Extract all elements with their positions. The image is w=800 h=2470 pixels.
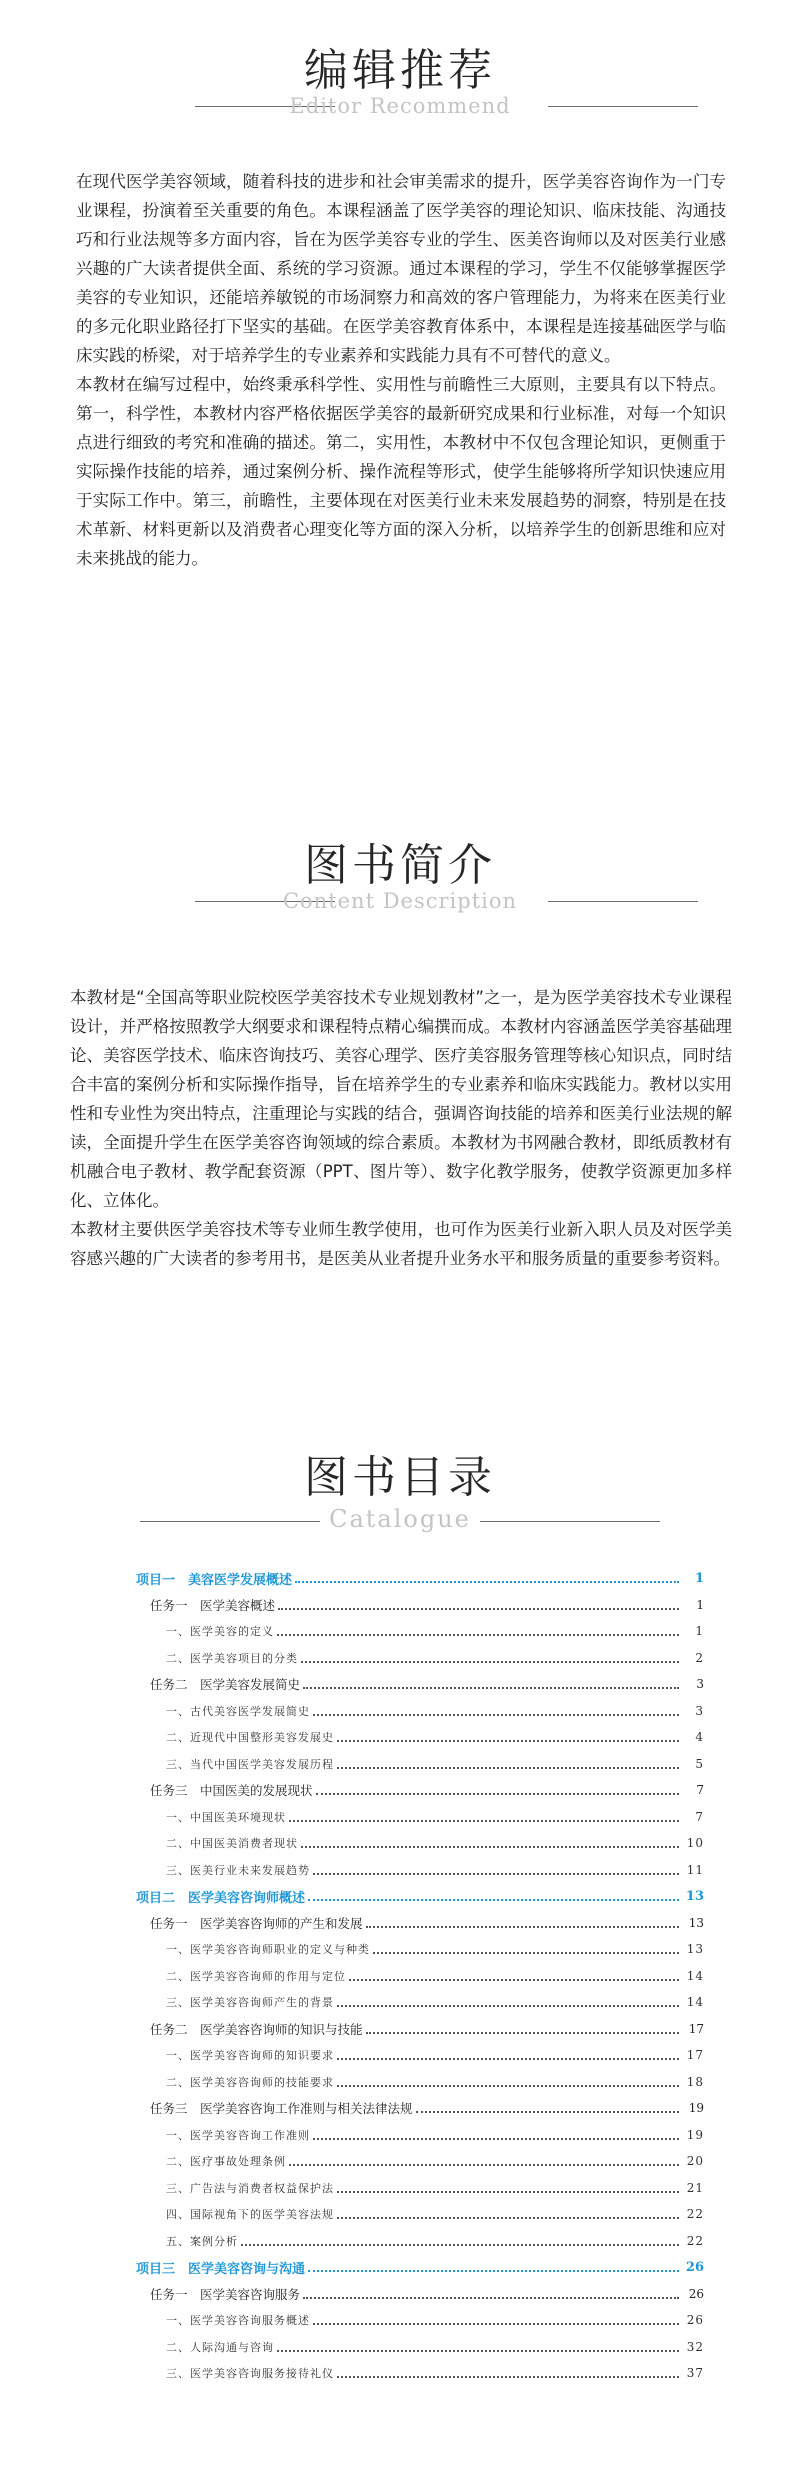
toc-section-row[interactable] [136,2122,704,2149]
toc-dot-leader [289,1820,679,1822]
toc-section-row[interactable] [136,1963,704,1990]
toc-dot-leader [316,1793,679,1795]
toc-page-number: 20 [686,2154,704,2169]
toc-task-row[interactable] [136,1777,704,1804]
catalogue-section-header [0,1450,800,1540]
content-title: 图书简介 [304,840,496,891]
toc-entry-label: 一、医学美容咨询师职业的定义与种类 [166,1943,370,1957]
toc-entry-label: 任务二 医学美容发展简史 [150,1677,301,1693]
toc-dot-leader [337,2058,679,2060]
toc-entry-label: 三、广告法与消费者权益保护法 [166,2181,334,2195]
editor-paragraph-2: 本教材在编写过程中，始终秉承科学性、实用性与前瞻性三大原则，主要具有以下特点。第一，科学性，本教材内容严格依据医学美容的最新研究成果和行业标准，对每一个知识点进行细致的考究和准确的描述。第二，实用性，本教材中不仅包含理论知识，更侧重于实际操作技能的培养，通过案例分析、操作流程等形式，使学生能够将所学知识快速应用于实际工作中。第三，前瞻性，主要体现在对医美行业未来发展趋势的洞察，特别是在技术革新、材料更新以及消费者心理变化等方面的深入分析，以培养学生的创新思维和应对未来挑战的能力。 [76,375,726,568]
toc-dot-leader [337,1740,679,1742]
toc-dot-leader [301,1661,679,1663]
toc-section-row[interactable] [136,2334,704,2361]
toc-project-row[interactable] [136,1565,704,1592]
toc-page-number: 26 [688,2286,704,2301]
toc-page-number: 26 [686,2313,704,2328]
toc-entry-label: 四、国际视角下的医学美容法规 [166,2208,334,2222]
toc-section-row[interactable] [136,2042,704,2069]
toc-page-number: 3 [696,1677,704,1692]
toc-page-number: 1 [694,1570,704,1586]
editor-title: 编辑推荐 [304,45,496,96]
toc-entry-label: 任务一 医学美容概述 [150,1597,276,1613]
toc-entry-label: 一、医学美容咨询服务概述 [166,2314,310,2328]
content-paragraph-2: 本教材主要供医学美容技术等专业师生教学使用，也可作为医美行业新入职人员及对医学美容感兴趣的广大读者的参考用书，是医美从业者提升业务水平和服务质量的重要参考资料。 [70,1220,732,1268]
toc-task-row[interactable] [136,1671,704,1698]
toc-dot-leader [337,2005,679,2007]
content-subtitle: Content Description [282,889,518,913]
toc-dot-leader [313,1873,679,1875]
toc-page-number: 11 [686,1862,704,1877]
catalogue-title: 图书目录 [304,1452,496,1503]
toc-entry-label: 项目三 医学美容咨询与沟通 [136,2261,306,2277]
toc-entry-label: 一、中国医美环境现状 [166,1810,286,1824]
toc-entry-label: 三、医学美容咨询师产生的背景 [166,1996,334,2010]
toc-section-row[interactable] [136,2307,704,2334]
toc-dot-leader [373,1952,679,1954]
toc-page-number: 14 [686,1968,704,1983]
toc-section-row[interactable] [136,1724,704,1751]
toc-page-number: 17 [688,2021,704,2036]
content-text [70,983,732,1273]
toc-entry-label: 三、当代中国医学美容发展历程 [166,1757,334,1771]
toc-page-number: 17 [686,2048,704,2063]
toc-section-row[interactable] [136,2175,704,2202]
content-section-header [0,838,800,928]
toc-dot-leader [349,1979,679,1981]
toc-page-number: 22 [686,2233,704,2248]
toc-section-row[interactable] [136,2148,704,2175]
toc-page-number: 13 [688,1915,704,1930]
toc-page-number: 19 [688,2101,704,2116]
toc-page-number: 7 [696,1783,704,1798]
toc-page-number: 19 [686,2127,704,2142]
toc-dot-leader [301,1846,679,1848]
toc-dot-leader [289,2164,679,2166]
toc-dot-leader [308,2270,679,2272]
toc-entry-label: 二、医学美容咨询师的作用与定位 [166,1969,346,1983]
toc-project-row[interactable] [136,1883,704,1910]
toc-section-row[interactable] [136,1830,704,1857]
toc-dot-leader [277,2350,679,2352]
toc-entry-label: 一、古代美容医学发展简史 [166,1704,310,1718]
toc-entry-label: 任务一 医学美容咨询服务 [150,2286,301,2302]
toc-task-row[interactable] [136,1592,704,1619]
toc-entry-label: 任务一 医学美容咨询师的产生和发展 [150,1915,363,1931]
toc-dot-leader [366,1926,679,1928]
toc-entry-label: 一、医学美容的定义 [166,1625,274,1639]
table-of-contents [136,1565,704,2387]
editor-text [76,167,726,573]
toc-page-number: 1 [696,1597,704,1612]
toc-dot-leader [337,2376,679,2378]
editor-subtitle: Editor Recommend [289,94,511,118]
toc-section-row[interactable] [136,1936,704,1963]
catalogue-subtitle: Catalogue [329,1505,471,1533]
toc-page-number: 10 [686,1836,704,1851]
toc-section-row[interactable] [136,2360,704,2387]
toc-page-number: 3 [695,1703,704,1718]
toc-project-row[interactable] [136,2254,704,2281]
toc-entry-label: 任务三 中国医美的发展现状 [150,1783,313,1799]
toc-page-number: 32 [686,2339,704,2354]
toc-entry-label: 一、医学美容咨询工作准则 [166,2128,310,2142]
toc-task-row[interactable] [136,1910,704,1937]
toc-dot-leader [337,2191,679,2193]
toc-section-row[interactable] [136,2069,704,2096]
toc-page-number: 37 [686,2366,704,2381]
toc-page-number: 2 [695,1650,704,1665]
toc-section-row[interactable] [136,2201,704,2228]
toc-section-row[interactable] [136,1751,704,1778]
toc-page-number: 13 [686,1942,704,1957]
editor-section-header [0,43,800,133]
toc-dot-leader [337,2085,679,2087]
toc-task-row[interactable] [136,2016,704,2043]
toc-page-number: 22 [686,2207,704,2222]
toc-dot-leader [303,2297,679,2299]
toc-page-number: 26 [685,2259,704,2275]
toc-page-number: 13 [685,1888,704,1904]
toc-dot-leader [278,1608,679,1610]
toc-section-row[interactable] [136,1804,704,1831]
toc-section-row[interactable] [136,1698,704,1725]
toc-entry-label: 二、中国医美消费者现状 [166,1837,298,1851]
toc-dot-leader [313,2138,679,2140]
toc-entry-label: 任务二 医学美容咨询师的知识与技能 [150,2021,363,2037]
toc-entry-label: 一、医学美容咨询师的知识要求 [166,2049,334,2063]
toc-entry-label: 项目一 美容医学发展概述 [136,1572,293,1588]
toc-task-row[interactable] [136,2095,704,2122]
toc-entry-label: 三、医学美容咨询服务接待礼仪 [166,2367,334,2381]
toc-section-row[interactable] [136,2228,704,2255]
toc-entry-label: 二、人际沟通与咨询 [166,2340,274,2354]
toc-task-row[interactable] [136,2281,704,2308]
toc-section-row[interactable] [136,1645,704,1672]
toc-entry-label: 二、医疗事故处理条例 [166,2155,286,2169]
toc-entry-label: 二、医学美容咨询师的技能要求 [166,2075,334,2089]
toc-dot-leader [295,1581,679,1583]
toc-dot-leader [303,1687,679,1689]
toc-page-number: 7 [695,1809,704,1824]
toc-dot-leader [277,1634,679,1636]
toc-entry-label: 三、医美行业未来发展趋势 [166,1863,310,1877]
toc-page-number: 18 [686,2074,704,2089]
toc-entry-label: 五、案例分析 [166,2234,238,2248]
toc-section-row[interactable] [136,1618,704,1645]
toc-entry-label: 任务三 医学美容咨询工作准则与相关法律法规 [150,2101,413,2117]
toc-section-row[interactable] [136,1857,704,1884]
toc-entry-label: 二、医学美容项目的分类 [166,1651,298,1665]
toc-page-number: 21 [686,2180,704,2195]
editor-paragraph-1: 在现代医学美容领域，随着科技的进步和社会审美需求的提升，医学美容咨询作为一门专业课程，扮演着至关重要的角色。本课程涵盖了医学美容的理论知识、临床技能、沟通技巧和行业法规等多方面内容，旨在为医学美容专业的学生、医美咨询师以及对医美行业感兴趣的广大读者提供全面、系统的学习资源。通过本课程的学习，学生不仅能够掌握医学美容的专业知识，还能培养敏锐的市场洞察力和高效的客户管理能力，为将来在医美行业的多元化职业路径打下坚实的基础。在医学美容教育体系中，本课程是连接基础医学与临床实践的桥梁，对于培养学生的专业素养和实践能力具有不可替代的意义。 [76,172,726,365]
toc-dot-leader [337,2217,679,2219]
toc-dot-leader [337,1767,679,1769]
toc-dot-leader [308,1899,679,1901]
toc-page-number: 5 [695,1756,704,1771]
toc-dot-leader [241,2244,679,2246]
toc-entry-label: 项目二 医学美容咨询师概述 [136,1890,306,1906]
toc-section-row[interactable] [136,1989,704,2016]
toc-entry-label: 二、近现代中国整形美容发展史 [166,1731,334,1745]
toc-page-number: 4 [695,1730,704,1745]
toc-dot-leader [313,1714,679,1716]
toc-dot-leader [416,2111,679,2113]
toc-page-number: 14 [686,1995,704,2010]
toc-dot-leader [366,2032,679,2034]
content-paragraph-1: 本教材是“全国高等职业院校医学美容技术专业规划教材”之一，是为医学美容技术专业课程设计，并严格按照教学大纲要求和课程特点精心编撰而成。本教材内容涵盖医学美容基础理论、美容医学技术、临床咨询技巧、美容心理学、医疗美容服务管理等核心知识点，同时结合丰富的案例分析和实际操作指导，旨在培养学生的专业素养和临床实践能力。教材以实用性和专业性为突出特点，注重理论与实践的结合，强调咨询技能的培养和医美行业法规的解读，全面提升学生在医学美容咨询领域的综合素质。本教材为书网融合教材，即纸质教材有机融合电子教材、教学配套资源（PPT、图片等）、数字化教学服务，使教学资源更加多样化、立体化。 [70,988,732,1210]
toc-page-number: 1 [695,1624,704,1639]
toc-dot-leader [313,2323,679,2325]
